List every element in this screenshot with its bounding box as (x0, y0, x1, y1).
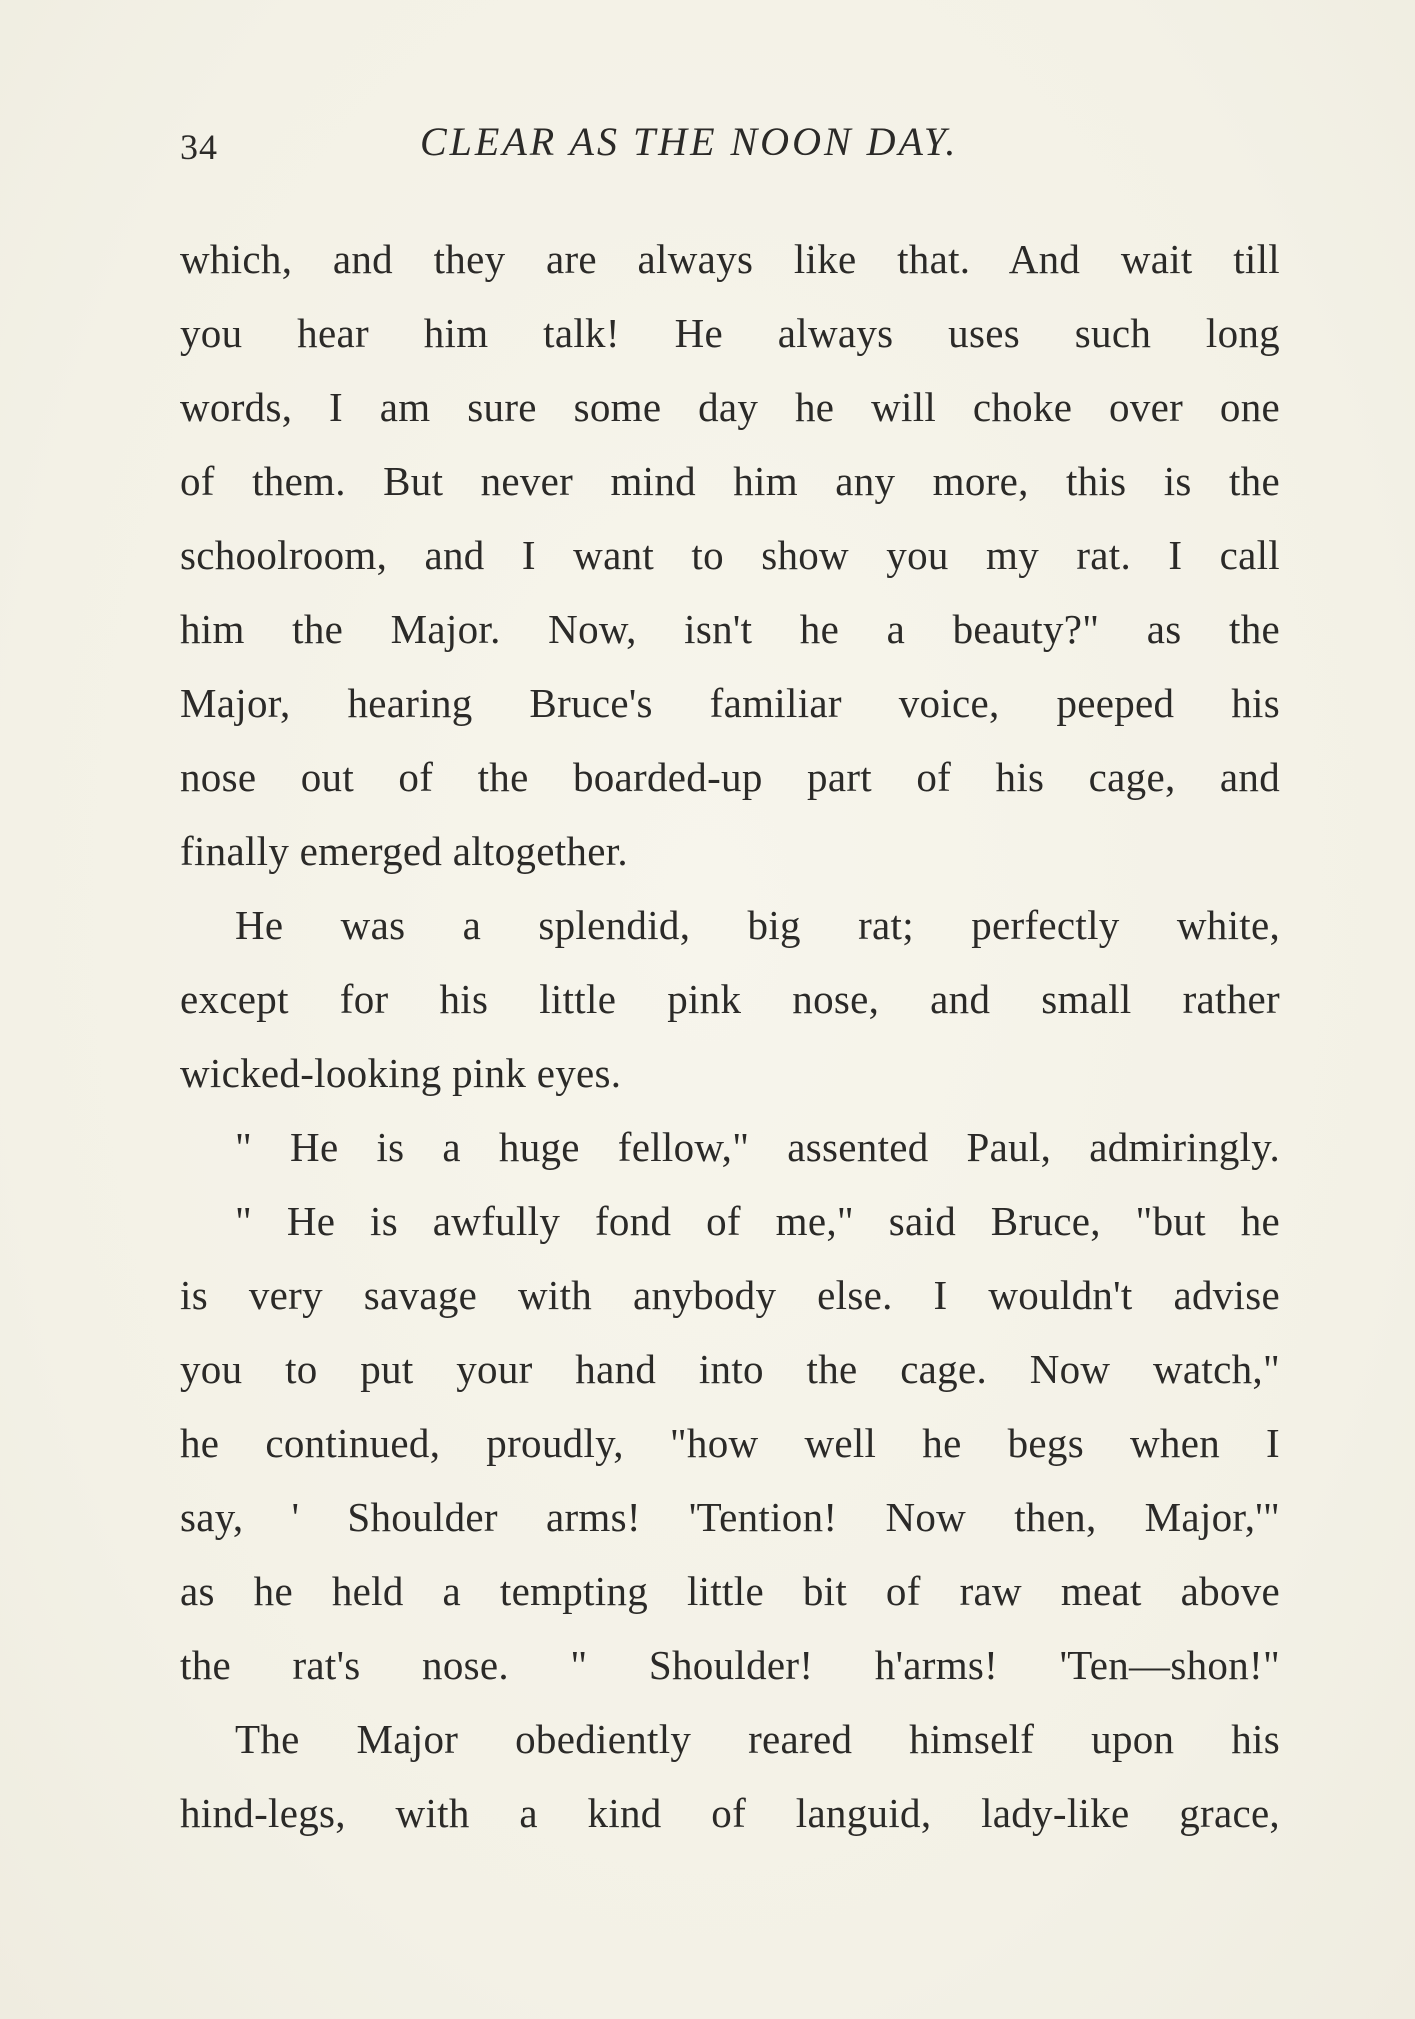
text-line: as he held a tempting little bit of raw meat above (180, 1568, 1280, 1614)
text-line: words, I am sure some day he will choke over one (180, 384, 1280, 430)
text-line: nose out of the boarded-up part of his cage, and (180, 754, 1280, 800)
text-line: hind-legs, with a kind of languid, lady-like grace, (180, 1790, 1280, 1836)
text-line: the rat's nose. " Shoulder! h'arms! 'Ten—shon!" (180, 1642, 1280, 1688)
text-line: except for his little pink nose, and small rather (180, 976, 1280, 1022)
text-line: wicked-looking pink eyes. (180, 1050, 622, 1096)
text-line: finally emerged altogether. (180, 828, 628, 874)
page-number: 34 (180, 127, 218, 167)
text-line: of them. But never mind him any more, this is the (180, 458, 1280, 504)
text-line: The Major obediently reared himself upon his (235, 1716, 1280, 1762)
text-line: " He is awfully fond of me," said Bruce, "but he (235, 1198, 1280, 1244)
text-line: schoolroom, and I want to show you my rat. I call (180, 532, 1280, 578)
body-text (180, 222, 1280, 1850)
running-title: CLEAR AS THE NOON DAY. (420, 119, 959, 164)
text-line: He was a splendid, big rat; perfectly white, (235, 902, 1280, 948)
running-head (180, 118, 1280, 178)
text-line: he continued, proudly, "how well he begs when I (180, 1420, 1280, 1466)
text-line: " He is a huge fellow," assented Paul, admiringly. (235, 1124, 1280, 1170)
text-line: Major, hearing Bruce's familiar voice, peeped his (180, 680, 1280, 726)
text-line: say, ' Shoulder arms! 'Tention! Now then, Major,'" (180, 1494, 1280, 1540)
text-line: you hear him talk! He always uses such long (180, 310, 1280, 356)
text-line: him the Major. Now, isn't he a beauty?" as the (180, 606, 1280, 652)
text-line: you to put your hand into the cage. Now watch," (180, 1346, 1280, 1392)
text-line: which, and they are always like that. And wait till (180, 236, 1280, 282)
text-line: is very savage with anybody else. I wouldn't advise (180, 1272, 1280, 1318)
